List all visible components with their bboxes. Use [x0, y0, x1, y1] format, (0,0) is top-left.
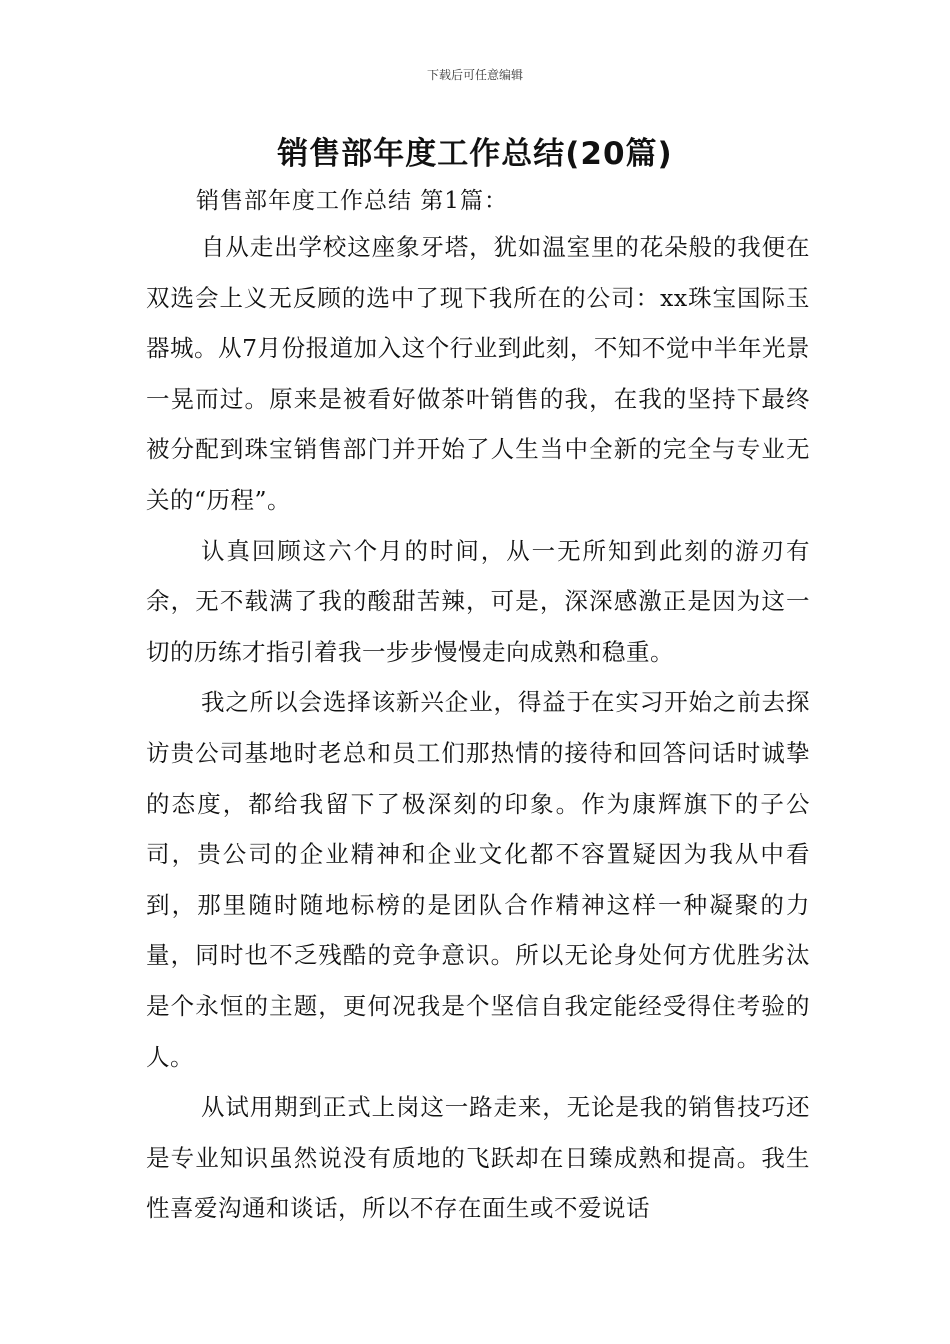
- document-body: [146, 222, 810, 1234]
- header-note: 下载后可任意编辑: [426, 68, 523, 82]
- document-title: 销售部年度工作总结(20篇): [277, 136, 673, 172]
- paragraph-3: 我之所以会选择该新兴企业，得益于在实习开始之前去探访贵公司基地时老总和员工们那热情的接待和回答问话时诚挚的态度，都给我留下了极深刻的印象。作为康辉旗下的子公司，贵公司的企业精神和企业文化都不容置疑因为我从中看到，那里随时随地标榜的是团队合作精神这样一种凝聚的力量，同时也不乏残酷的竞争意识。所以无论身处何方优胜劣汰是个永恒的主题，更何况我是个坚信自我定能经受得住考验的人。: [146, 688, 810, 1071]
- paragraph-2: 认真回顾这六个月的时间，从一无所知到此刻的游刃有余，无不载满了我的酸甜苦辣，可是，深深感激正是因为这一切的历练才指引着我一步步慢慢走向成熟和稳重。: [146, 536, 810, 666]
- paragraph-4: 从试用期到正式上岗这一路走来，无论是我的销售技巧还是专业知识虽然说没有质地的飞跃却在日臻成熟和提高。我生性喜爱沟通和谈话，所以不存在面生或不爱说话: [146, 1093, 810, 1223]
- section-heading: 销售部年度工作总结 第1篇：: [196, 188, 508, 214]
- paragraph-1: 自从走出学校这座象牙塔，犹如温室里的花朵般的我便在双选会上义无反顾的选中了现下我所在的公司：xx珠宝国际玉器城。从7月份报道加入这个行业到此刻，不知不觉中半年光景一晃而过。原来是被看好做茶叶销售的我，在我的坚持下最终被分配到珠宝销售部门并开始了人生当中全新的完全与专业无关的“历程”。: [146, 233, 810, 514]
